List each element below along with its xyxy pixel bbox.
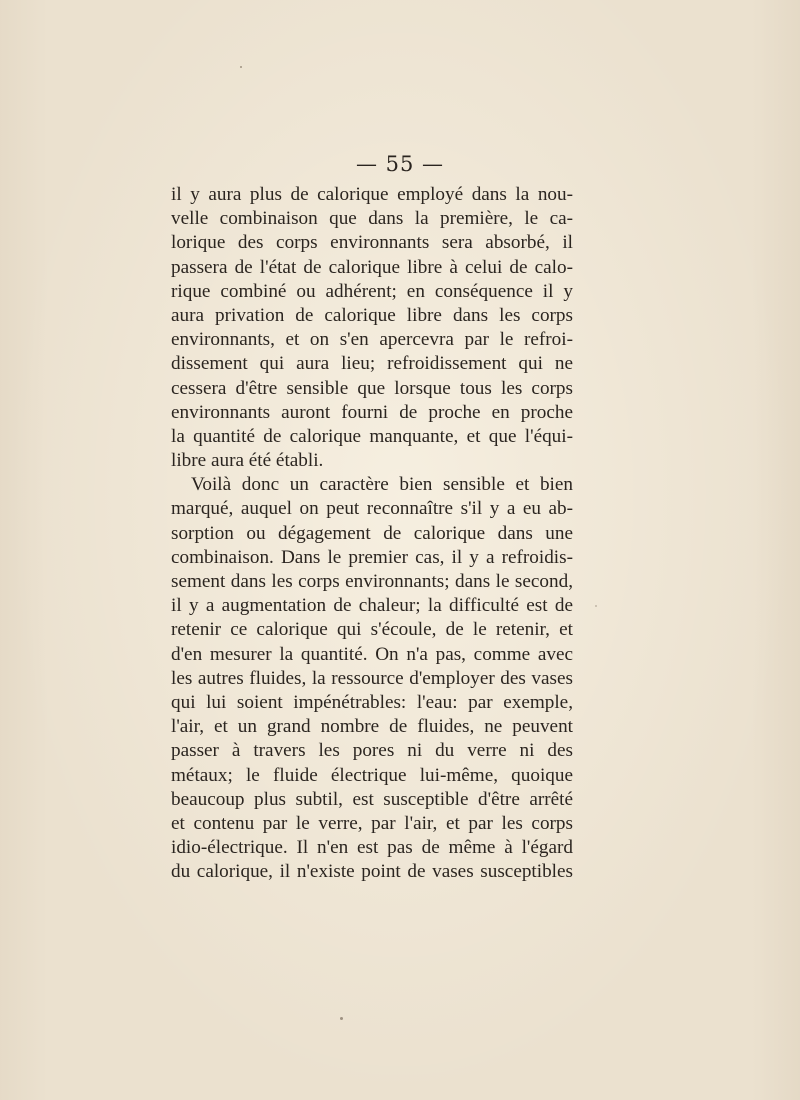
- text-line: et contenu par le verre, par l'air, et par les corps: [171, 812, 573, 834]
- body-text: [171, 183, 573, 884]
- text-line: la quantité de calorique manquante, et que l'équi-: [171, 425, 573, 447]
- text-line: passer à travers les pores ni du verre ni des: [171, 740, 573, 762]
- text-line: il y aura plus de calorique employé dans la nou-: [171, 184, 573, 205]
- paper-speck: [240, 66, 242, 68]
- text-line: rique combiné ou adhérent; en conséquence il y: [171, 280, 573, 302]
- text-line: environnants auront fourni de proche en proche: [171, 401, 573, 423]
- text-line-paragraph-end: libre aura été établi.: [171, 450, 324, 472]
- text-line: il y a augmentation de chaleur; la difficulté est de: [171, 595, 573, 617]
- text-line: métaux; le fluide électrique lui-même, quoique: [171, 764, 573, 786]
- text-line: aura privation de calorique libre dans les corps: [171, 304, 573, 326]
- page-number: — 55 —: [355, 152, 445, 176]
- text-line: sorption ou dégagement de calorique dans une: [171, 522, 573, 544]
- paper-speck: [595, 605, 597, 607]
- text-line: du calorique, il n'existe point de vases susceptibles: [171, 861, 573, 883]
- paper-speck: [340, 1017, 343, 1020]
- text-line-paragraph-start: Voilà donc un caractère bien sensible et bien: [191, 474, 573, 496]
- text-line: dissement qui aura lieu; refroidissement qui ne: [171, 353, 573, 375]
- text-line: les autres fluides, la ressource d'employer des vases: [171, 667, 573, 689]
- text-line: lorique des corps environnants sera absorbé, il: [171, 232, 573, 254]
- text-line: retenir ce calorique qui s'écoule, de le retenir, et: [171, 619, 573, 641]
- text-line: cessera d'être sensible que lorsque tous les corps: [171, 377, 573, 399]
- text-line: beaucoup plus subtil, est susceptible d'être arrêté: [171, 788, 573, 810]
- text-line: passera de l'état de calorique libre à celui de calo-: [171, 256, 573, 278]
- text-line: velle combinaison que dans la première, le ca-: [171, 208, 573, 230]
- text-line: environnants, et on s'en apercevra par le refroi-: [171, 329, 573, 351]
- text-line: sement dans les corps environnants; dans le second,: [171, 571, 573, 592]
- text-line: qui lui soient impénétrables: l'eau: par exemple,: [171, 691, 573, 713]
- text-line: idio-électrique. Il n'en est pas de même à l'égard: [171, 837, 573, 859]
- text-line: d'en mesurer la quantité. On n'a pas, comme avec: [171, 643, 573, 665]
- text-line: combinaison. Dans le premier cas, il y a refroidis-: [171, 546, 573, 568]
- text-line: marqué, auquel on peut reconnaître s'il y a eu ab-: [171, 498, 573, 520]
- text-line: l'air, et un grand nombre de fluides, ne peuvent: [171, 716, 573, 738]
